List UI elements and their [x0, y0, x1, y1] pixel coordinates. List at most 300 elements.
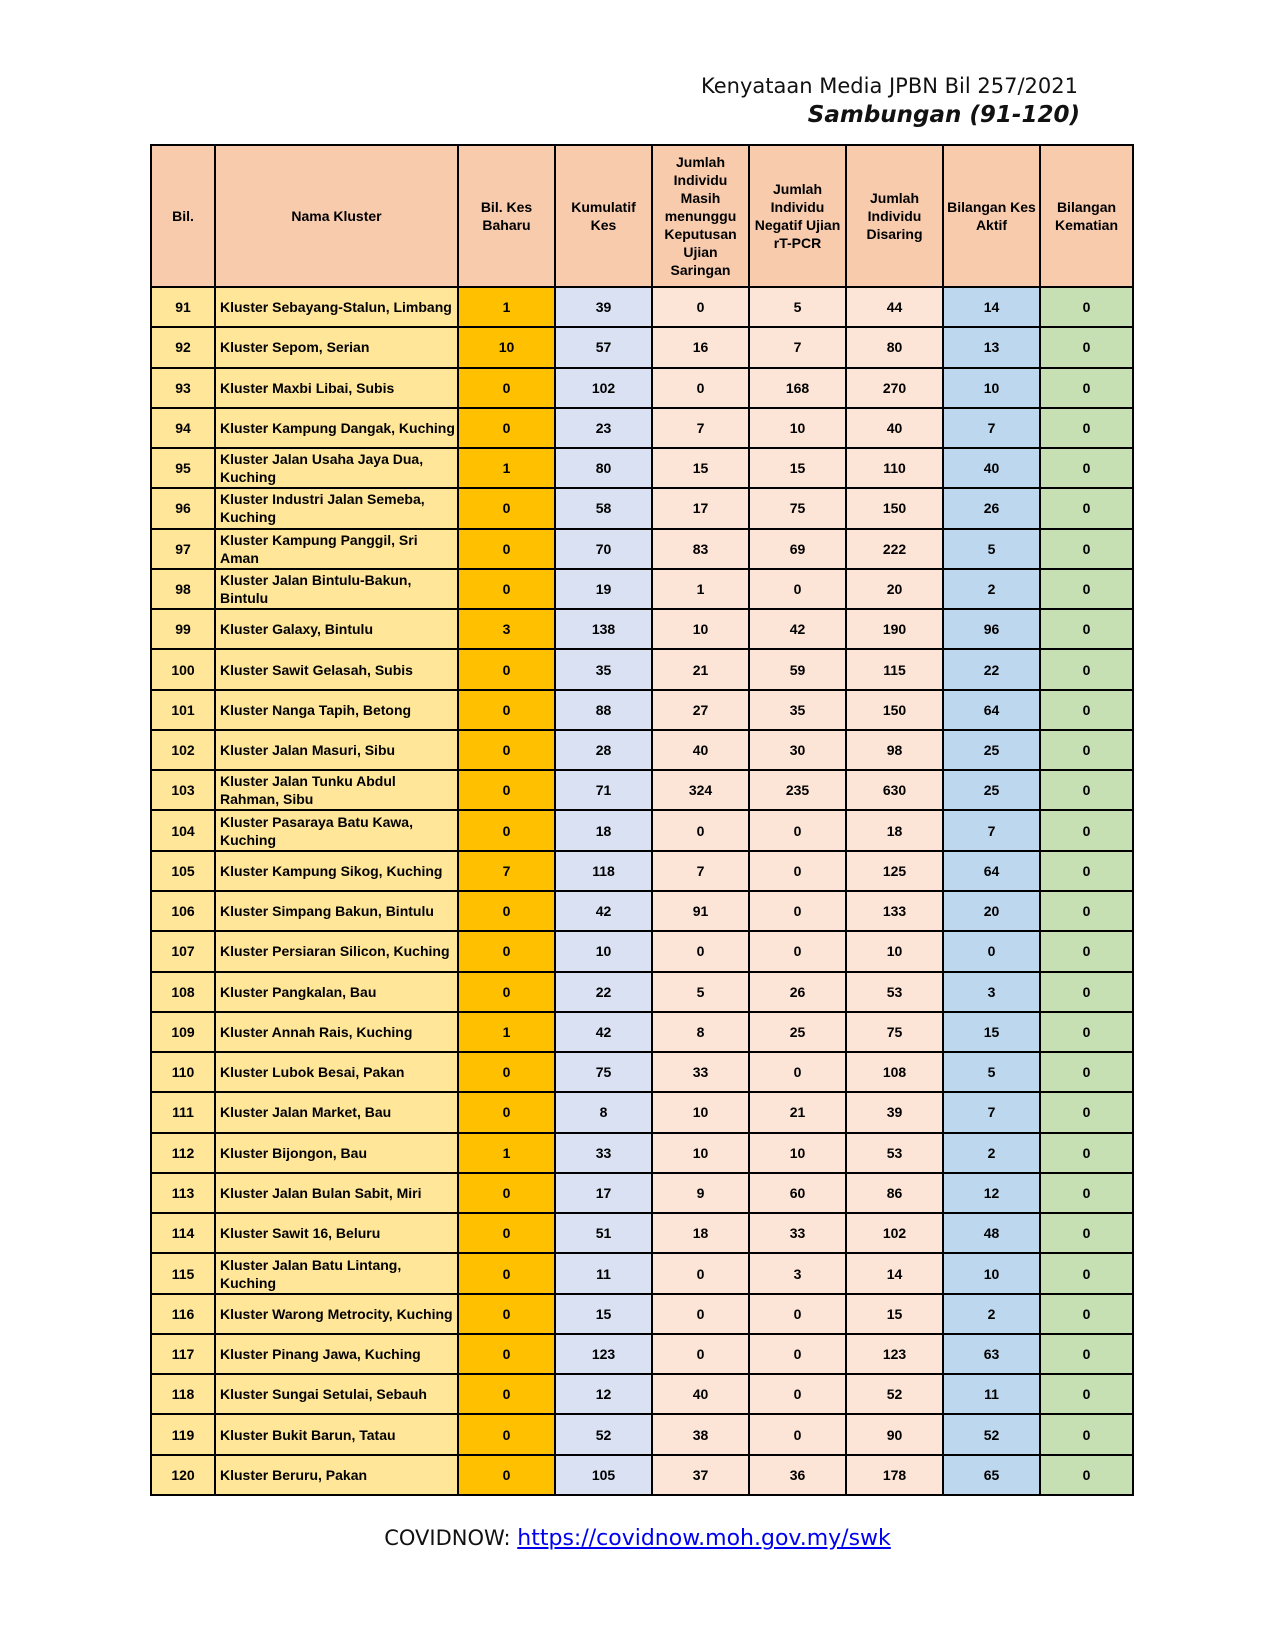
header-nama-kluster: Nama Kluster	[215, 145, 458, 287]
cell-negatif: 235	[749, 770, 846, 810]
cell-bil: 96	[151, 488, 215, 528]
cell-kumulatif-kes: 80	[555, 448, 652, 488]
cell-disaring: 75	[846, 1012, 943, 1052]
cell-disaring: 102	[846, 1213, 943, 1253]
cell-negatif: 42	[749, 609, 846, 649]
cell-menunggu: 0	[652, 368, 749, 408]
cell-menunggu: 0	[652, 1334, 749, 1374]
cell-kumulatif-kes: 8	[555, 1092, 652, 1132]
cell-kes-baharu: 0	[458, 649, 555, 689]
table-row	[151, 529, 1133, 569]
cell-kematian: 0	[1040, 1294, 1133, 1334]
cell-kumulatif-kes: 28	[555, 730, 652, 770]
cell-kumulatif-kes: 18	[555, 810, 652, 850]
cell-disaring: 222	[846, 529, 943, 569]
cell-nama-kluster: Kluster Warong Metrocity, Kuching	[215, 1294, 458, 1334]
cell-menunggu: 33	[652, 1052, 749, 1092]
table-row	[151, 368, 1133, 408]
cell-kematian: 0	[1040, 891, 1133, 931]
header-kematian: Bilangan Kematian	[1040, 145, 1133, 287]
cell-bil: 117	[151, 1334, 215, 1374]
cell-kematian: 0	[1040, 1173, 1133, 1213]
cell-kematian: 0	[1040, 770, 1133, 810]
cell-kes-baharu: 1	[458, 287, 555, 327]
cell-negatif: 33	[749, 1213, 846, 1253]
cell-disaring: 52	[846, 1374, 943, 1414]
cell-kematian: 0	[1040, 810, 1133, 850]
cell-kes-aktif: 2	[943, 1133, 1040, 1173]
cell-nama-kluster: Kluster Jalan Batu Lintang, Kuching	[215, 1253, 458, 1293]
cell-kumulatif-kes: 19	[555, 569, 652, 609]
cell-bil: 97	[151, 529, 215, 569]
cell-nama-kluster: Kluster Nanga Tapih, Betong	[215, 690, 458, 730]
cell-kes-baharu: 7	[458, 851, 555, 891]
cell-disaring: 133	[846, 891, 943, 931]
table-row	[151, 1294, 1133, 1334]
cell-bil: 116	[151, 1294, 215, 1334]
cell-negatif: 3	[749, 1253, 846, 1293]
cell-menunggu: 10	[652, 609, 749, 649]
cell-kes-baharu: 0	[458, 1052, 555, 1092]
table-row	[151, 448, 1133, 488]
cell-menunggu: 10	[652, 1133, 749, 1173]
cell-kematian: 0	[1040, 972, 1133, 1012]
cell-negatif: 30	[749, 730, 846, 770]
cell-disaring: 40	[846, 408, 943, 448]
table-row	[151, 1253, 1133, 1293]
cell-kematian: 0	[1040, 1414, 1133, 1454]
table-row	[151, 488, 1133, 528]
table-row	[151, 1173, 1133, 1213]
cell-kes-baharu: 0	[458, 730, 555, 770]
cell-bil: 112	[151, 1133, 215, 1173]
cell-bil: 100	[151, 649, 215, 689]
cell-bil: 113	[151, 1173, 215, 1213]
cell-negatif: 0	[749, 851, 846, 891]
cell-kes-baharu: 0	[458, 810, 555, 850]
cell-kes-aktif: 14	[943, 287, 1040, 327]
table-row	[151, 851, 1133, 891]
cell-kumulatif-kes: 23	[555, 408, 652, 448]
table-row	[151, 730, 1133, 770]
cell-menunggu: 9	[652, 1173, 749, 1213]
cell-negatif: 0	[749, 810, 846, 850]
cell-nama-kluster: Kluster Jalan Tunku Abdul Rahman, Sibu	[215, 770, 458, 810]
cell-nama-kluster: Kluster Jalan Usaha Jaya Dua, Kuching	[215, 448, 458, 488]
cell-kumulatif-kes: 11	[555, 1253, 652, 1293]
cell-menunggu: 83	[652, 529, 749, 569]
cell-kes-baharu: 0	[458, 1213, 555, 1253]
cell-kematian: 0	[1040, 529, 1133, 569]
cell-negatif: 0	[749, 1334, 846, 1374]
cell-kes-baharu: 0	[458, 931, 555, 971]
cell-kes-baharu: 0	[458, 1374, 555, 1414]
table-row	[151, 287, 1133, 327]
cell-negatif: 0	[749, 931, 846, 971]
cell-kes-aktif: 25	[943, 770, 1040, 810]
cell-negatif: 0	[749, 1294, 846, 1334]
cell-kumulatif-kes: 12	[555, 1374, 652, 1414]
cell-nama-kluster: Kluster Industri Jalan Semeba, Kuching	[215, 488, 458, 528]
cell-kematian: 0	[1040, 1374, 1133, 1414]
cell-bil: 120	[151, 1455, 215, 1495]
cell-disaring: 190	[846, 609, 943, 649]
cell-kumulatif-kes: 102	[555, 368, 652, 408]
cell-negatif: 26	[749, 972, 846, 1012]
cell-disaring: 150	[846, 488, 943, 528]
cell-kumulatif-kes: 105	[555, 1455, 652, 1495]
cell-disaring: 15	[846, 1294, 943, 1334]
cell-kes-baharu: 0	[458, 972, 555, 1012]
cell-nama-kluster: Kluster Annah Rais, Kuching	[215, 1012, 458, 1052]
cell-negatif: 0	[749, 1052, 846, 1092]
cell-kematian: 0	[1040, 851, 1133, 891]
cell-kumulatif-kes: 57	[555, 327, 652, 367]
header-negatif-ujian: Jumlah Individu Negatif Ujian rT-PCR	[749, 145, 846, 287]
table-row	[151, 891, 1133, 931]
cell-kes-aktif: 22	[943, 649, 1040, 689]
cell-kes-aktif: 7	[943, 408, 1040, 448]
table-row	[151, 408, 1133, 448]
cell-disaring: 110	[846, 448, 943, 488]
cell-kes-aktif: 3	[943, 972, 1040, 1012]
cell-kes-baharu: 0	[458, 1173, 555, 1213]
cell-disaring: 86	[846, 1173, 943, 1213]
cell-disaring: 270	[846, 368, 943, 408]
cell-disaring: 98	[846, 730, 943, 770]
table-row	[151, 1052, 1133, 1092]
cell-negatif: 0	[749, 1374, 846, 1414]
cell-kes-aktif: 63	[943, 1334, 1040, 1374]
cell-nama-kluster: Kluster Pangkalan, Bau	[215, 972, 458, 1012]
cell-kumulatif-kes: 51	[555, 1213, 652, 1253]
cell-kes-baharu: 0	[458, 1294, 555, 1334]
cell-bil: 93	[151, 368, 215, 408]
cell-menunggu: 5	[652, 972, 749, 1012]
cell-disaring: 90	[846, 1414, 943, 1454]
cell-nama-kluster: Kluster Kampung Dangak, Kuching	[215, 408, 458, 448]
cell-nama-kluster: Kluster Maxbi Libai, Subis	[215, 368, 458, 408]
cell-nama-kluster: Kluster Lubok Besai, Pakan	[215, 1052, 458, 1092]
cell-kes-aktif: 64	[943, 690, 1040, 730]
cell-kes-baharu: 0	[458, 891, 555, 931]
table-row	[151, 1092, 1133, 1132]
cell-kumulatif-kes: 15	[555, 1294, 652, 1334]
cell-menunggu: 91	[652, 891, 749, 931]
cell-kes-aktif: 12	[943, 1173, 1040, 1213]
cell-kumulatif-kes: 88	[555, 690, 652, 730]
cell-kes-aktif: 40	[943, 448, 1040, 488]
cell-bil: 107	[151, 931, 215, 971]
table-row	[151, 931, 1133, 971]
cell-kematian: 0	[1040, 649, 1133, 689]
cell-menunggu: 324	[652, 770, 749, 810]
cell-menunggu: 27	[652, 690, 749, 730]
cell-kematian: 0	[1040, 368, 1133, 408]
cell-menunggu: 38	[652, 1414, 749, 1454]
cell-kes-baharu: 0	[458, 1092, 555, 1132]
cell-kes-baharu: 3	[458, 609, 555, 649]
cell-nama-kluster: Kluster Jalan Bintulu-Bakun, Bintulu	[215, 569, 458, 609]
table-row	[151, 327, 1133, 367]
footer	[0, 1526, 1275, 1551]
cell-kes-aktif: 0	[943, 931, 1040, 971]
cell-kumulatif-kes: 52	[555, 1414, 652, 1454]
cell-kes-aktif: 65	[943, 1455, 1040, 1495]
cell-disaring: 178	[846, 1455, 943, 1495]
cell-kes-aktif: 7	[943, 1092, 1040, 1132]
cell-bil: 105	[151, 851, 215, 891]
table-row	[151, 1213, 1133, 1253]
cell-kumulatif-kes: 33	[555, 1133, 652, 1173]
cell-nama-kluster: Kluster Sawit 16, Beluru	[215, 1213, 458, 1253]
cell-disaring: 53	[846, 972, 943, 1012]
cell-nama-kluster: Kluster Pasaraya Batu Kawa, Kuching	[215, 810, 458, 850]
statement-number: Kenyataan Media JPBN Bil 257/2021	[701, 74, 1078, 98]
cell-bil: 114	[151, 1213, 215, 1253]
cell-negatif: 168	[749, 368, 846, 408]
cell-kematian: 0	[1040, 931, 1133, 971]
cell-kes-baharu: 0	[458, 408, 555, 448]
cell-disaring: 115	[846, 649, 943, 689]
table-header-row	[151, 145, 1133, 287]
cell-menunggu: 10	[652, 1092, 749, 1132]
cell-bil: 106	[151, 891, 215, 931]
cell-kematian: 0	[1040, 448, 1133, 488]
table-row	[151, 770, 1133, 810]
cell-nama-kluster: Kluster Sawit Gelasah, Subis	[215, 649, 458, 689]
cell-menunggu: 37	[652, 1455, 749, 1495]
cell-negatif: 59	[749, 649, 846, 689]
cell-kes-aktif: 7	[943, 810, 1040, 850]
cell-nama-kluster: Kluster Pinang Jawa, Kuching	[215, 1334, 458, 1374]
cell-nama-kluster: Kluster Bijongon, Bau	[215, 1133, 458, 1173]
cell-bil: 108	[151, 972, 215, 1012]
cell-bil: 111	[151, 1092, 215, 1132]
cell-kes-aktif: 5	[943, 529, 1040, 569]
cell-menunggu: 15	[652, 448, 749, 488]
table-row	[151, 1374, 1133, 1414]
cell-nama-kluster: Kluster Sungai Setulai, Sebauh	[215, 1374, 458, 1414]
cell-negatif: 0	[749, 569, 846, 609]
cell-kumulatif-kes: 39	[555, 287, 652, 327]
cell-kes-baharu: 1	[458, 1133, 555, 1173]
cell-disaring: 39	[846, 1092, 943, 1132]
cell-disaring: 18	[846, 810, 943, 850]
cell-kes-aktif: 96	[943, 609, 1040, 649]
cell-nama-kluster: Kluster Kampung Sikog, Kuching	[215, 851, 458, 891]
cell-bil: 104	[151, 810, 215, 850]
cell-kumulatif-kes: 75	[555, 1052, 652, 1092]
cluster-table	[150, 144, 1134, 1496]
cell-kes-aktif: 5	[943, 1052, 1040, 1092]
cell-kumulatif-kes: 118	[555, 851, 652, 891]
cell-kematian: 0	[1040, 609, 1133, 649]
header-bil: Bil.	[151, 145, 215, 287]
cell-disaring: 123	[846, 1334, 943, 1374]
cell-nama-kluster: Kluster Jalan Bulan Sabit, Miri	[215, 1173, 458, 1213]
cell-kumulatif-kes: 42	[555, 891, 652, 931]
cell-kes-aktif: 26	[943, 488, 1040, 528]
cell-negatif: 10	[749, 408, 846, 448]
cell-kematian: 0	[1040, 287, 1133, 327]
cell-kes-aktif: 48	[943, 1213, 1040, 1253]
cell-nama-kluster: Kluster Bukit Barun, Tatau	[215, 1414, 458, 1454]
cell-negatif: 69	[749, 529, 846, 569]
cell-kematian: 0	[1040, 1253, 1133, 1293]
cell-kes-baharu: 10	[458, 327, 555, 367]
cell-disaring: 44	[846, 287, 943, 327]
cell-menunggu: 40	[652, 730, 749, 770]
cell-kes-aktif: 2	[943, 1294, 1040, 1334]
cell-kes-baharu: 0	[458, 569, 555, 609]
table-row	[151, 972, 1133, 1012]
cell-bil: 110	[151, 1052, 215, 1092]
cell-menunggu: 8	[652, 1012, 749, 1052]
cell-kes-aktif: 25	[943, 730, 1040, 770]
cell-negatif: 25	[749, 1012, 846, 1052]
cell-bil: 91	[151, 287, 215, 327]
table-row	[151, 810, 1133, 850]
cell-menunggu: 0	[652, 931, 749, 971]
cell-kes-baharu: 0	[458, 488, 555, 528]
cell-negatif: 0	[749, 1414, 846, 1454]
table-row	[151, 1334, 1133, 1374]
cell-bil: 94	[151, 408, 215, 448]
cell-kes-aktif: 2	[943, 569, 1040, 609]
cell-kes-baharu: 1	[458, 1012, 555, 1052]
cell-nama-kluster: Kluster Beruru, Pakan	[215, 1455, 458, 1495]
cell-bil: 119	[151, 1414, 215, 1454]
cell-bil: 95	[151, 448, 215, 488]
cell-nama-kluster: Kluster Sepom, Serian	[215, 327, 458, 367]
cell-negatif: 36	[749, 1455, 846, 1495]
cell-kumulatif-kes: 123	[555, 1334, 652, 1374]
cell-menunggu: 21	[652, 649, 749, 689]
cell-negatif: 21	[749, 1092, 846, 1132]
table-row	[151, 1414, 1133, 1454]
cell-kumulatif-kes: 10	[555, 931, 652, 971]
cell-kes-baharu: 0	[458, 1253, 555, 1293]
cell-negatif: 10	[749, 1133, 846, 1173]
cell-disaring: 125	[846, 851, 943, 891]
table-body	[151, 287, 1133, 1495]
cell-menunggu: 0	[652, 287, 749, 327]
cell-kumulatif-kes: 71	[555, 770, 652, 810]
cell-disaring: 150	[846, 690, 943, 730]
header-kumulatif-kes: Kumulatif Kes	[555, 145, 652, 287]
cell-bil: 102	[151, 730, 215, 770]
cell-kematian: 0	[1040, 1133, 1133, 1173]
cell-nama-kluster: Kluster Sebayang-Stalun, Limbang	[215, 287, 458, 327]
cell-kematian: 0	[1040, 1334, 1133, 1374]
cell-kes-aktif: 10	[943, 1253, 1040, 1293]
cell-negatif: 0	[749, 891, 846, 931]
cell-negatif: 75	[749, 488, 846, 528]
cell-disaring: 108	[846, 1052, 943, 1092]
cell-bil: 98	[151, 569, 215, 609]
cell-menunggu: 18	[652, 1213, 749, 1253]
cell-bil: 109	[151, 1012, 215, 1052]
cell-negatif: 7	[749, 327, 846, 367]
cell-nama-kluster: Kluster Galaxy, Bintulu	[215, 609, 458, 649]
cell-kes-aktif: 52	[943, 1414, 1040, 1454]
cell-negatif: 15	[749, 448, 846, 488]
cell-disaring: 14	[846, 1253, 943, 1293]
cell-kematian: 0	[1040, 408, 1133, 448]
table-row	[151, 649, 1133, 689]
header-kes-aktif: Bilangan Kes Aktif	[943, 145, 1040, 287]
cell-kes-aktif: 64	[943, 851, 1040, 891]
header-disaring: Jumlah Individu Disaring	[846, 145, 943, 287]
cell-kumulatif-kes: 58	[555, 488, 652, 528]
cell-bil: 101	[151, 690, 215, 730]
cell-kes-baharu: 0	[458, 1455, 555, 1495]
cell-kematian: 0	[1040, 327, 1133, 367]
cell-disaring: 630	[846, 770, 943, 810]
cell-kematian: 0	[1040, 1052, 1133, 1092]
cell-kes-aktif: 13	[943, 327, 1040, 367]
cell-kes-baharu: 0	[458, 690, 555, 730]
cell-disaring: 10	[846, 931, 943, 971]
cell-menunggu: 16	[652, 327, 749, 367]
cell-nama-kluster: Kluster Kampung Panggil, Sri Aman	[215, 529, 458, 569]
cell-kes-baharu: 0	[458, 368, 555, 408]
cell-kematian: 0	[1040, 1092, 1133, 1132]
covidnow-link[interactable]: https://covidnow.moh.gov.my/swk	[517, 1526, 891, 1551]
table-row	[151, 1012, 1133, 1052]
cell-kematian: 0	[1040, 488, 1133, 528]
cell-negatif: 60	[749, 1173, 846, 1213]
cell-menunggu: 7	[652, 851, 749, 891]
cell-nama-kluster: Kluster Jalan Market, Bau	[215, 1092, 458, 1132]
header-menunggu-keputusan: Jumlah Individu Masih menunggu Keputusan Ujian Saringan	[652, 145, 749, 287]
cell-kumulatif-kes: 138	[555, 609, 652, 649]
cell-kematian: 0	[1040, 569, 1133, 609]
cell-kematian: 0	[1040, 730, 1133, 770]
cell-disaring: 20	[846, 569, 943, 609]
cell-nama-kluster: Kluster Jalan Masuri, Sibu	[215, 730, 458, 770]
cell-kes-baharu: 0	[458, 1414, 555, 1454]
cell-bil: 118	[151, 1374, 215, 1414]
cell-kes-baharu: 0	[458, 770, 555, 810]
cell-menunggu: 17	[652, 488, 749, 528]
cell-kes-baharu: 1	[458, 448, 555, 488]
header-kes-baharu: Bil. Kes Baharu	[458, 145, 555, 287]
cell-menunggu: 0	[652, 1294, 749, 1334]
cell-nama-kluster: Kluster Persiaran Silicon, Kuching	[215, 931, 458, 971]
cell-kumulatif-kes: 70	[555, 529, 652, 569]
cell-menunggu: 40	[652, 1374, 749, 1414]
cell-kematian: 0	[1040, 1455, 1133, 1495]
cell-kematian: 0	[1040, 1012, 1133, 1052]
cell-nama-kluster: Kluster Simpang Bakun, Bintulu	[215, 891, 458, 931]
cell-kematian: 0	[1040, 1213, 1133, 1253]
cell-disaring: 53	[846, 1133, 943, 1173]
cell-kematian: 0	[1040, 690, 1133, 730]
cell-menunggu: 1	[652, 569, 749, 609]
cell-menunggu: 0	[652, 1253, 749, 1293]
table-row	[151, 609, 1133, 649]
cell-bil: 92	[151, 327, 215, 367]
cell-menunggu: 0	[652, 810, 749, 850]
cell-disaring: 80	[846, 327, 943, 367]
cell-bil: 103	[151, 770, 215, 810]
cell-kes-aktif: 10	[943, 368, 1040, 408]
cell-negatif: 5	[749, 287, 846, 327]
cell-bil: 115	[151, 1253, 215, 1293]
cell-kumulatif-kes: 42	[555, 1012, 652, 1052]
